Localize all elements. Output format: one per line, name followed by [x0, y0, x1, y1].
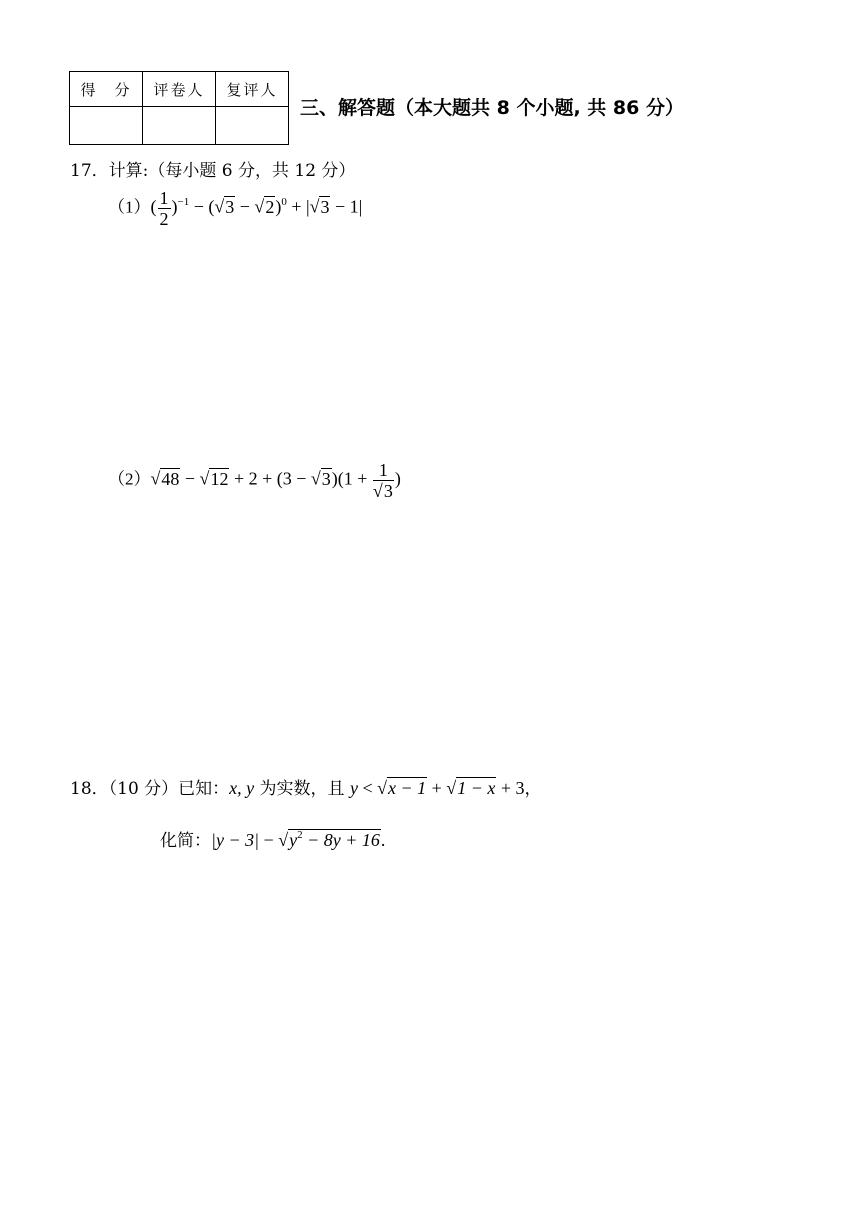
reviewer-header: 复评人: [216, 72, 289, 107]
section-title: 三、解答题（本大题共 8 个小题, 共 86 分）: [300, 97, 684, 119]
score-cell[interactable]: [70, 107, 143, 145]
q17-part1: （1）( $\frac{1}{2}$ )$^{-1} - (√3 - √2)^0 + |√3 - 1|$: [108, 188, 363, 229]
q17-p2-label: （2）: [108, 469, 151, 489]
q17-p1-label: （1）: [108, 197, 151, 217]
grader-header: 评卷人: [143, 72, 216, 107]
fraction: $\frac{1}{2}$: [159, 188, 169, 229]
score-header: 得 分: [70, 72, 143, 107]
score-table: [69, 71, 289, 145]
q17-part2: （2）√48 − √12 + 2 + (3 − √3)(1 + $\frac{1}{√3}$ ): [108, 460, 401, 501]
reviewer-cell[interactable]: [216, 107, 289, 145]
q18-stem: 18．（10 分）已知：x, y 为实数，且 y < √x − 1 + √1 − x + 3，: [70, 778, 542, 799]
fraction: $\frac{1}{√3}$: [372, 460, 393, 501]
q17-stem: 17．计算:（每小题 6 分，共 12 分）: [70, 161, 356, 181]
grader-cell[interactable]: [143, 107, 216, 145]
q18-simplify: 化简：$|y - 3| - √y^2 - 8y + 16$.: [160, 829, 386, 851]
